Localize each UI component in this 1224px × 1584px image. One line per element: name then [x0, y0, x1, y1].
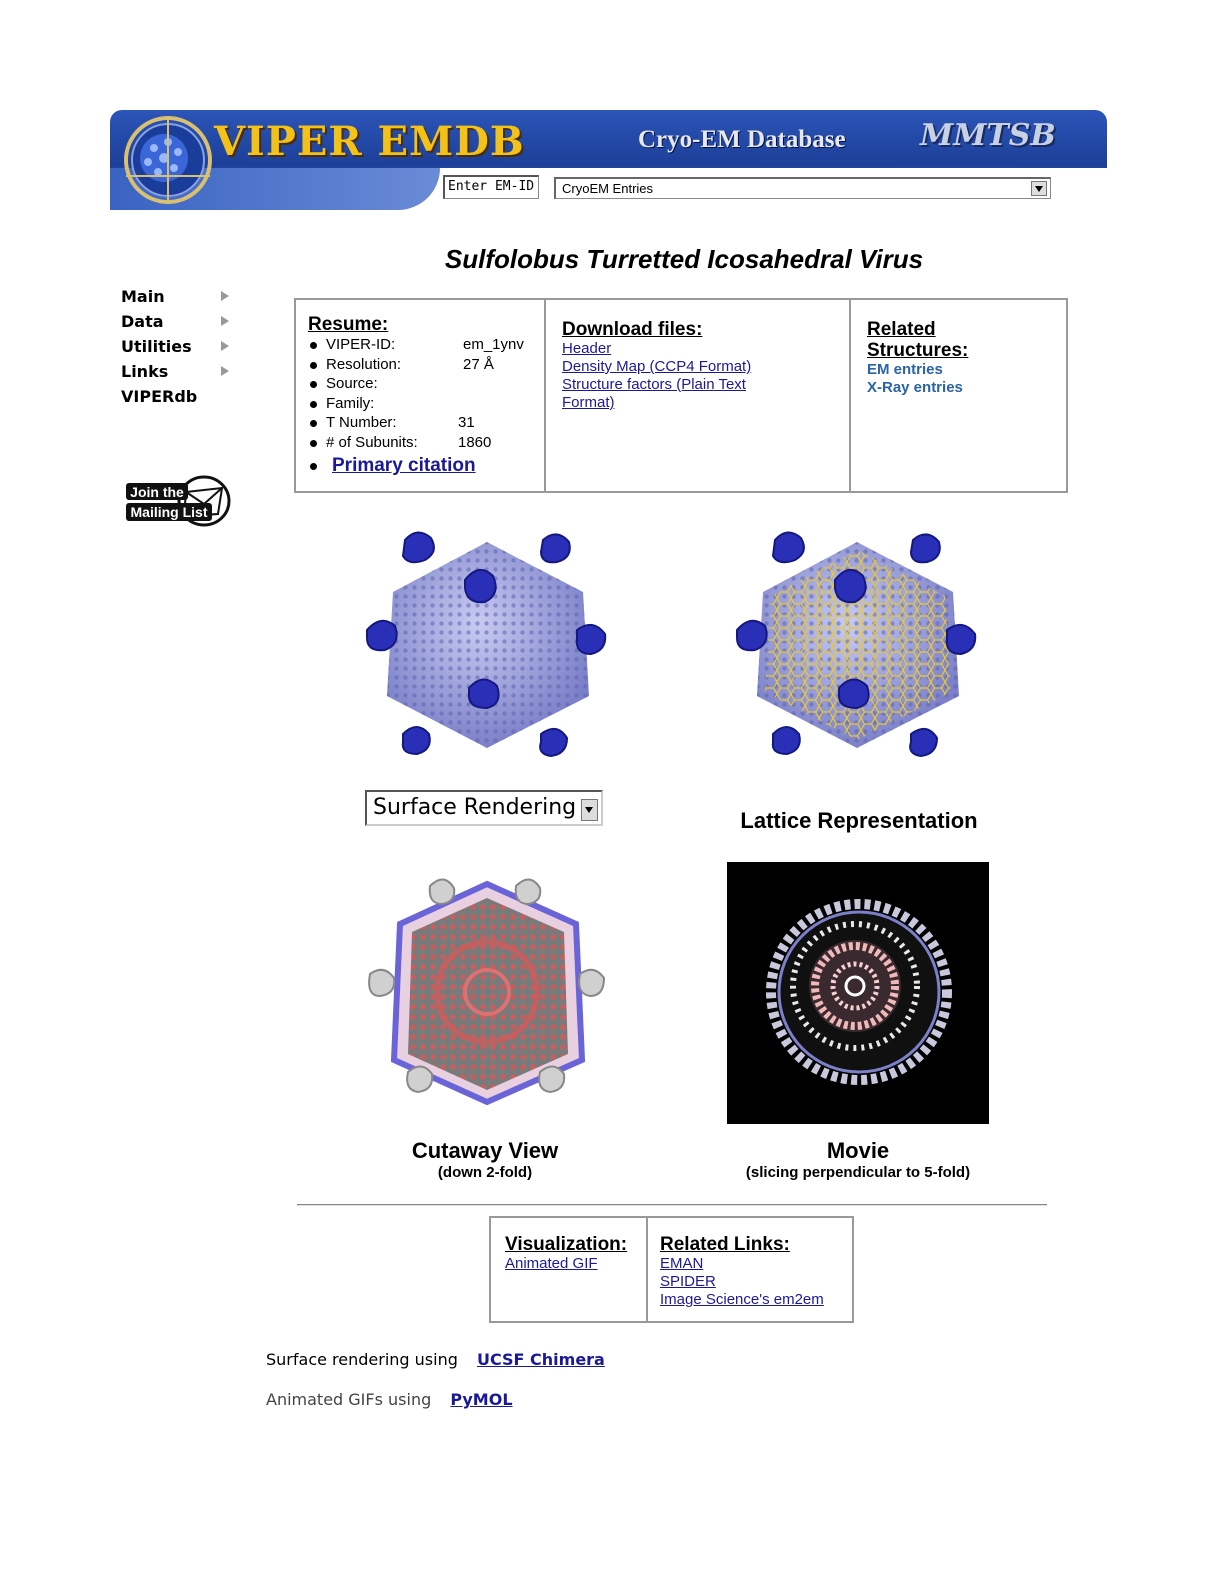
related-links-heading: Related Links:	[660, 1234, 790, 1255]
movie-caption: Movie	[826, 1138, 890, 1163]
download-cell	[546, 300, 851, 491]
eman-link[interactable]: EMAN	[660, 1255, 704, 1272]
chevron-down-icon[interactable]	[581, 799, 598, 821]
surface-rendering-credit-text: Surface rendering using	[266, 1350, 458, 1369]
mailing-list-button[interactable]	[124, 474, 232, 528]
rendering-mode-selected: Surface Rendering	[373, 795, 577, 820]
resume-value: 31	[458, 414, 475, 431]
resume-label: VIPER-ID:	[326, 336, 396, 353]
animated-gif-link[interactable]: Animated GIF	[505, 1255, 598, 1272]
resume-row	[308, 413, 544, 433]
nav-item-label: Data	[121, 312, 164, 331]
surface-rendering-image	[365, 520, 610, 768]
nav-item-label: Utilities	[121, 337, 192, 356]
cutaway-subcaption: (down 2-fold)	[437, 1164, 533, 1181]
nav-item-label: Main	[121, 287, 165, 306]
xray-entries-link[interactable]: X-Ray entries	[867, 379, 963, 396]
banner-partner-logo[interactable]: MMTSB	[920, 118, 1056, 153]
cryoem-entries-select[interactable]	[554, 177, 1051, 199]
related-structures-cell	[851, 300, 1066, 491]
nav-item-label: VIPERdb	[121, 387, 198, 406]
cutaway-view-image	[368, 872, 606, 1114]
download-header-link[interactable]: Header	[562, 340, 612, 357]
animated-gif-credit	[266, 1390, 513, 1409]
ucsf-chimera-link[interactable]: UCSF Chimera	[476, 1350, 605, 1369]
download-structure-factors-link[interactable]: Structure factors (Plain Text Format)	[562, 376, 746, 411]
spider-link[interactable]: SPIDER	[660, 1273, 716, 1290]
nav-item-utilities[interactable]	[121, 334, 241, 359]
banner-title: VIPER EMDB	[214, 118, 525, 165]
related-links-cell	[648, 1218, 852, 1321]
resume-label: Resolution:	[326, 355, 402, 373]
resume-value: 1860	[458, 433, 492, 451]
section-divider	[297, 1204, 1047, 1206]
resume-row	[308, 394, 544, 414]
movie-caption-block	[700, 1138, 1016, 1182]
resume-row	[308, 374, 544, 394]
arrow-right-icon	[221, 316, 229, 326]
arrow-right-icon	[221, 291, 229, 301]
download-heading: Download files:	[562, 319, 703, 340]
arrow-right-icon	[221, 366, 229, 376]
cryoem-entries-selected: CryoEM Entries	[562, 181, 654, 196]
em-entries-link[interactable]: EM entries	[867, 361, 943, 378]
visualization-heading: Visualization:	[505, 1234, 628, 1255]
resume-heading: Resume:	[308, 314, 389, 335]
surface-rendering-credit	[266, 1350, 605, 1369]
download-density-map-link[interactable]: Density Map (CCP4 Format)	[562, 358, 752, 375]
resume-value: 27 Å	[463, 355, 494, 373]
related-structures-heading: Related Structures:	[867, 319, 969, 361]
info-table	[294, 298, 1068, 493]
em2em-link[interactable]: Image Science's em2em	[660, 1291, 824, 1308]
virus-emblem-icon	[124, 116, 212, 204]
primary-citation-link[interactable]: Primary citation	[332, 455, 476, 476]
visualization-cell	[491, 1218, 648, 1321]
lattice-representation-image	[735, 520, 980, 768]
pymol-link[interactable]: PyMOL	[450, 1390, 513, 1409]
nav-item-links[interactable]	[121, 359, 241, 384]
nav-item-main[interactable]	[121, 284, 241, 309]
visualization-links-table	[489, 1216, 854, 1323]
resume-cell	[296, 300, 546, 491]
resume-value: em_1ynv	[463, 336, 524, 353]
resume-label: Family:	[326, 394, 375, 412]
movie-subcaption: (slicing perpendicular to 5-fold)	[745, 1164, 971, 1181]
rendering-mode-select[interactable]	[365, 790, 603, 826]
resume-label: T Number:	[326, 414, 397, 431]
resume-row	[308, 335, 544, 355]
page-title: Sulfolobus Turretted Icosahedral Virus	[444, 244, 924, 274]
nav-item-viperdb[interactable]	[121, 384, 241, 409]
cutaway-caption: Cutaway View	[411, 1138, 559, 1163]
nav-item-label: Links	[121, 362, 169, 381]
mailing-list-line2: Mailing List	[130, 504, 208, 520]
resume-label: # of Subunits:	[326, 433, 418, 451]
resume-row	[308, 433, 544, 453]
resume-label: Source:	[326, 375, 378, 392]
animated-gif-credit-text: Animated GIFs using	[266, 1390, 432, 1409]
chevron-down-icon[interactable]	[1031, 181, 1047, 196]
banner-subtitle: Cryo-EM Database	[638, 126, 846, 153]
left-nav	[121, 284, 241, 409]
arrow-right-icon	[221, 341, 229, 351]
cutaway-caption-block	[370, 1138, 600, 1182]
em-id-input[interactable]: Enter EM-ID	[443, 175, 539, 199]
movie-image[interactable]	[727, 862, 989, 1124]
mailing-list-line1: Join the	[130, 484, 184, 500]
nav-item-data[interactable]	[121, 309, 241, 334]
resume-row	[308, 355, 544, 375]
lattice-caption: Lattice Representation	[740, 808, 978, 833]
primary-citation-item	[308, 454, 544, 478]
